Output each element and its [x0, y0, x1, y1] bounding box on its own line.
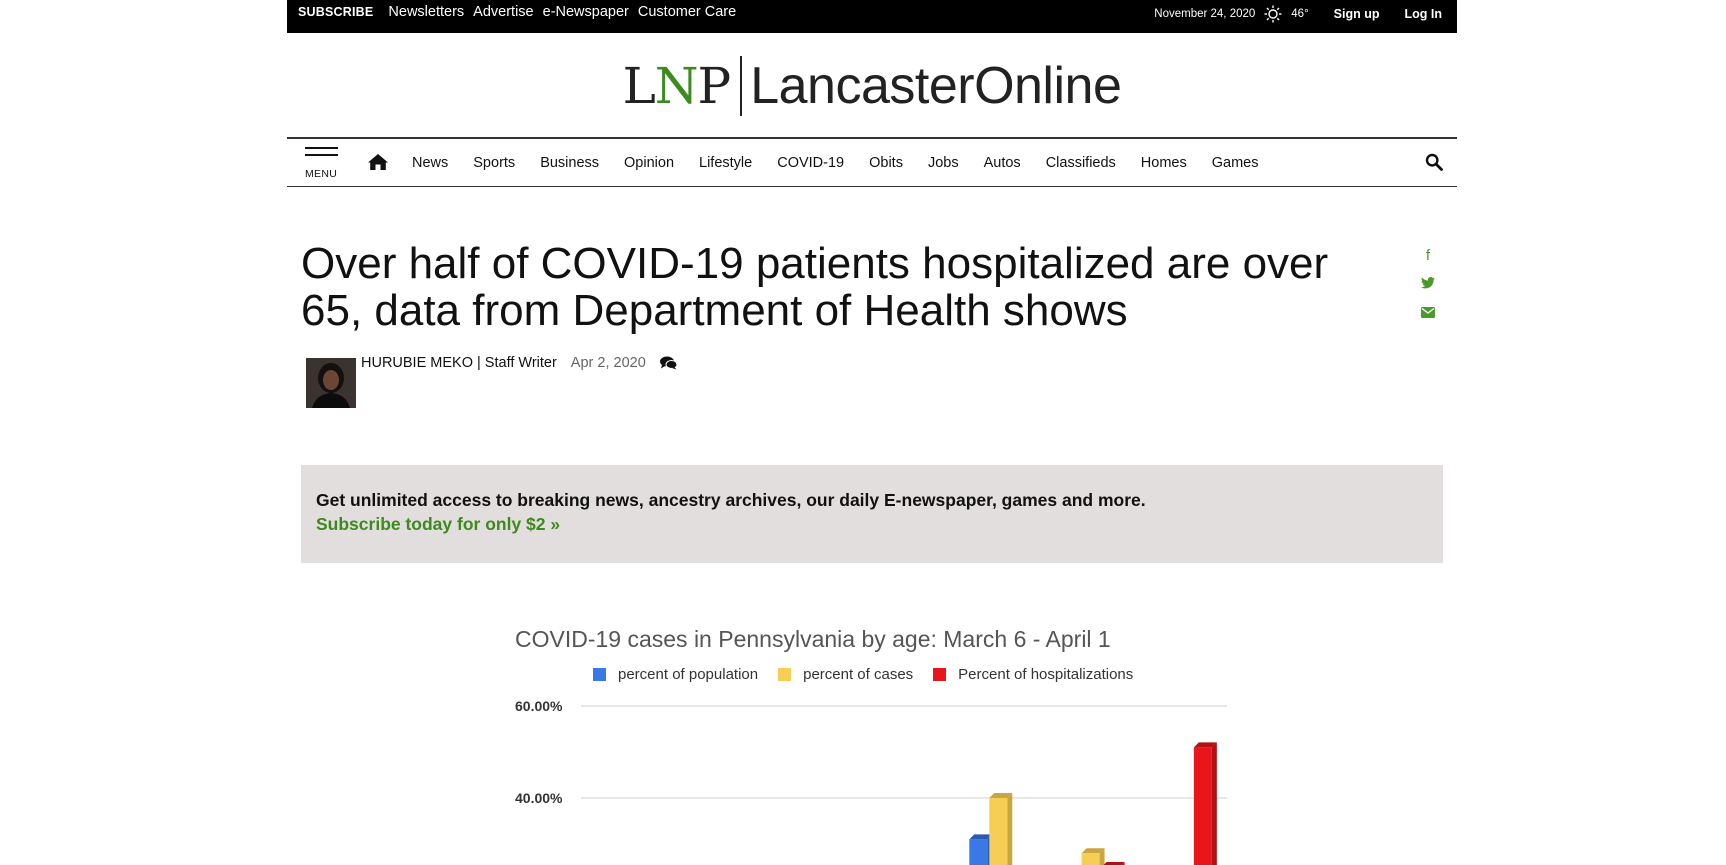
e-newspaper-link[interactable]: e-Newspaper [542, 4, 629, 20]
newsletters-link[interactable]: Newsletters [388, 4, 465, 20]
bar [1194, 742, 1217, 865]
subscribe-promo-link[interactable]: Subscribe today for only $2 » [316, 514, 561, 534]
author-name[interactable]: HURUBIE MEKO | Staff Writer [361, 355, 557, 371]
article-headline: Over half of COVID-19 patients hospitalized are over 65, data from Department of Health shows [301, 239, 1329, 335]
top-bar [287, 0, 1457, 33]
share-tools [1420, 247, 1436, 334]
bar [989, 793, 1012, 865]
comments-icon[interactable] [660, 356, 677, 370]
main-nav [287, 137, 1457, 187]
email-icon[interactable] [1420, 305, 1436, 334]
site-name: LancasterOnline [750, 57, 1122, 115]
y-tick-label: 40.00% [515, 790, 563, 806]
current-date: November 24, 2020 [1154, 8, 1256, 20]
subscribe-link[interactable]: SUBSCRIBE [298, 5, 374, 19]
nav-item-opinion[interactable]: Opinion [624, 154, 675, 171]
chart-title: COVID-19 cases in Pennsylvania by age: March 6 - April 1 [515, 626, 1111, 652]
chart-plot [287, 600, 1457, 865]
nav-item-news[interactable]: News [412, 154, 449, 171]
age-chart [287, 600, 1457, 865]
twitter-icon[interactable] [1420, 276, 1436, 305]
promo-text: Get unlimited access to breaking news, ancestry archives, our daily E-newspaper, games and more. [316, 490, 1146, 510]
nav-item-classifieds[interactable]: Classifieds [1045, 154, 1116, 171]
nav-item-homes[interactable]: Homes [1140, 154, 1187, 171]
login-link[interactable]: Log In [1404, 7, 1442, 21]
author-avatar[interactable] [306, 358, 356, 408]
subscription-promo [301, 465, 1443, 563]
legend-item-population: percent of population [593, 666, 758, 683]
bar [969, 834, 992, 865]
nav-item-games[interactable]: Games [1211, 154, 1259, 171]
site-logo[interactable] [287, 55, 1457, 117]
signup-link[interactable]: Sign up [1333, 7, 1380, 21]
menu-button[interactable] [305, 147, 341, 180]
legend-item-hospitalizations: Percent of hospitalizations [933, 666, 1133, 683]
nav-item-obits[interactable]: Obits [869, 154, 903, 171]
customer-care-link[interactable]: Customer Care [637, 4, 737, 20]
byline [361, 355, 677, 371]
nav-item-sports[interactable]: Sports [473, 154, 516, 171]
hamburger-icon [305, 147, 338, 149]
facebook-icon[interactable]: f [1425, 247, 1431, 264]
bar [1082, 848, 1105, 865]
nav-item-covid-19[interactable]: COVID-19 [777, 154, 845, 171]
nav-item-jobs[interactable]: Jobs [927, 154, 959, 171]
y-tick-label: 60.00% [515, 698, 563, 714]
publish-date: Apr 2, 2020 [570, 355, 646, 371]
home-icon[interactable] [367, 153, 389, 171]
search-icon[interactable] [1425, 153, 1443, 171]
sun-icon [1264, 5, 1282, 23]
legend-item-cases: percent of cases [778, 666, 913, 683]
temperature: 46° [1291, 8, 1309, 20]
lnp-logo: LNP [622, 57, 731, 115]
nav-item-autos[interactable]: Autos [983, 154, 1021, 171]
nav-item-business[interactable]: Business [540, 154, 600, 171]
logo-divider [740, 56, 742, 116]
advertise-link[interactable]: Advertise [473, 4, 534, 20]
menu-label: MENU [305, 168, 338, 180]
nav-item-lifestyle[interactable]: Lifestyle [699, 154, 753, 171]
